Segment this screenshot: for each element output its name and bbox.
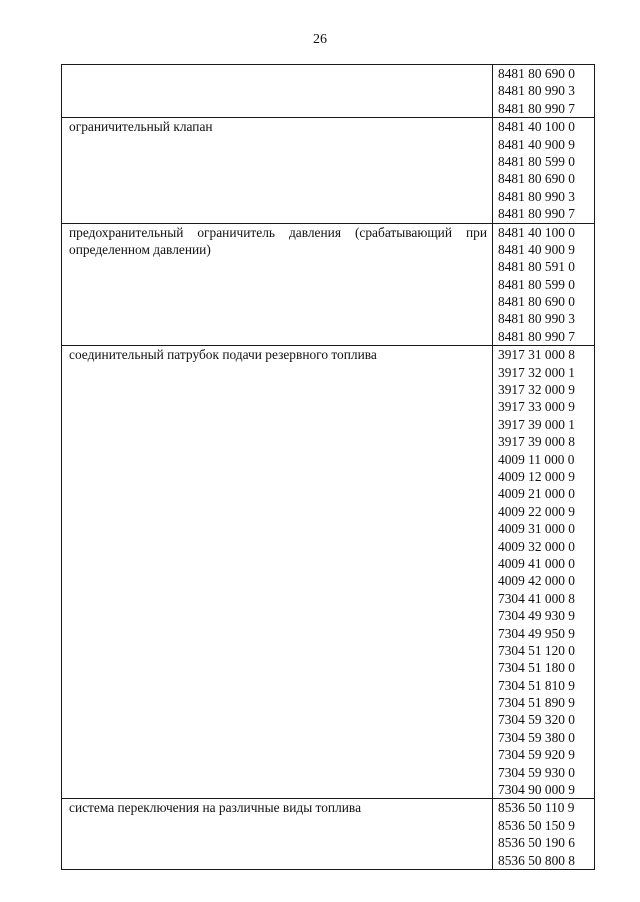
tnved-code: 3917 31 000 8	[498, 347, 575, 363]
tnved-code: 8536 50 150 9	[498, 817, 575, 833]
item-codes	[493, 65, 595, 118]
tnved-code: 7304 59 320 0	[498, 712, 575, 728]
tnved-code: 8481 80 690 0	[498, 66, 575, 81]
tnved-code: 7304 51 890 9	[498, 695, 575, 711]
tnved-code: 3917 32 000 9	[498, 382, 575, 398]
item-codes	[493, 223, 595, 346]
tnved-code: 3917 33 000 9	[498, 399, 575, 415]
tnved-code: 7304 90 000 9	[498, 782, 575, 798]
tnved-code: 4009 21 000 0	[498, 486, 575, 502]
table-row	[62, 799, 595, 870]
item-codes	[493, 118, 595, 223]
tnved-code: 7304 51 120 0	[498, 642, 575, 658]
tnved-code: 8481 80 599 0	[498, 276, 575, 292]
tnved-code: 4009 41 000 0	[498, 555, 575, 571]
tnved-code: 8481 80 990 7	[498, 206, 575, 222]
item-description	[62, 65, 493, 118]
table-row	[62, 118, 595, 223]
tnved-code: 3917 39 000 1	[498, 416, 575, 432]
tnved-code: 4009 32 000 0	[498, 538, 575, 554]
tnved-code: 3917 39 000 8	[498, 434, 575, 450]
table-row	[62, 65, 595, 118]
tnved-code: 3917 32 000 1	[498, 364, 575, 380]
item-description: предохранительный ограничитель давления (срабатывающий при определенном давлении)	[62, 223, 493, 346]
page-number: 26	[313, 32, 327, 47]
tnved-code: 8481 80 690 0	[498, 171, 575, 187]
tnved-code: 7304 49 930 9	[498, 608, 575, 624]
table-row	[62, 223, 595, 346]
tnved-code: 8481 80 990 7	[498, 328, 575, 344]
tnved-code: 4009 31 000 0	[498, 521, 575, 537]
tnved-code: 8481 80 599 0	[498, 153, 575, 169]
tnved-code: 8481 80 591 0	[498, 259, 575, 275]
tnved-code: 8536 50 190 6	[498, 835, 575, 851]
tnved-code: 7304 41 000 8	[498, 590, 575, 606]
tnved-code: 8481 80 990 3	[498, 188, 575, 204]
item-description: соединительный патрубок подачи резервного топлива	[62, 346, 493, 799]
tnved-code: 7304 51 180 0	[498, 660, 575, 676]
tnved-code: 7304 59 920 9	[498, 747, 575, 763]
tnved-code: 4009 22 000 9	[498, 503, 575, 519]
tnved-code: 4009 42 000 0	[498, 573, 575, 589]
tnved-code: 8481 80 690 0	[498, 294, 575, 310]
item-description: система переключения на различные виды топлива	[62, 799, 493, 870]
table-row	[62, 346, 595, 799]
tnved-code: 4009 12 000 9	[498, 468, 575, 484]
tnved-code: 8481 40 100 0	[498, 224, 575, 240]
tnved-code: 7304 51 810 9	[498, 677, 575, 693]
item-codes	[493, 346, 595, 799]
tnved-code: 8536 50 800 8	[498, 852, 575, 868]
item-description: ограничительный клапан	[62, 118, 493, 223]
tnved-code: 7304 59 380 0	[498, 729, 575, 745]
item-codes	[493, 799, 595, 870]
tnved-code: 8481 40 900 9	[498, 136, 575, 152]
tnved-code: 4009 11 000 0	[498, 451, 575, 467]
tnved-code: 8481 80 990 3	[498, 83, 575, 99]
tnved-code: 8481 80 990 3	[498, 311, 575, 327]
tnved-code: 7304 49 950 9	[498, 625, 575, 641]
tnved-code: 7304 59 930 0	[498, 764, 575, 780]
product-codes-table	[61, 64, 595, 870]
tnved-code: 8481 80 990 7	[498, 100, 575, 116]
table-body	[62, 65, 595, 870]
tnved-code: 8536 50 110 9	[498, 800, 575, 816]
tnved-code: 8481 40 900 9	[498, 241, 575, 257]
tnved-code: 8481 40 100 0	[498, 119, 575, 135]
